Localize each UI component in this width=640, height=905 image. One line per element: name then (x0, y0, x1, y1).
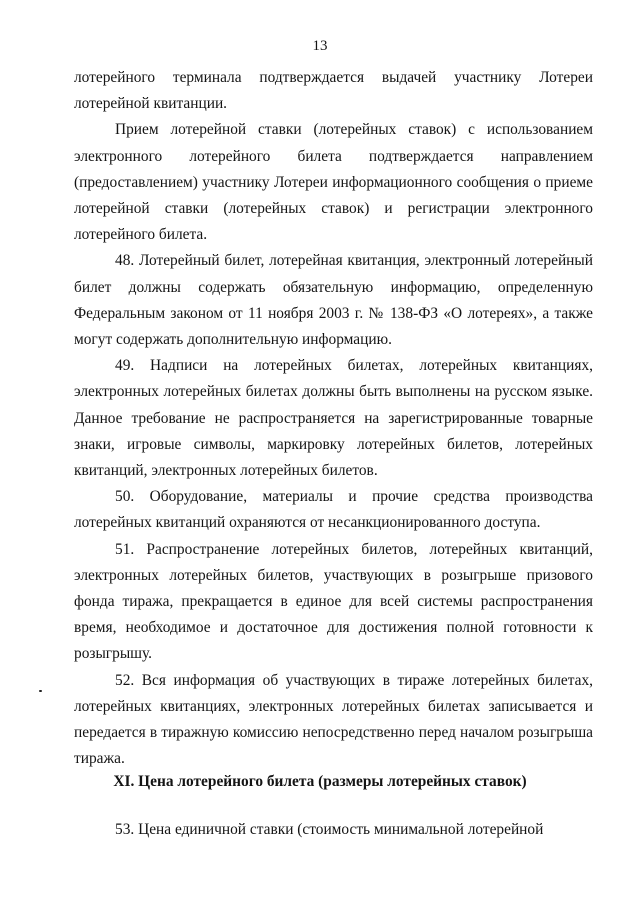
paragraph-50: 50. Оборудование, материалы и прочие средства производства лотерейных квитанций охраняются от несанкционированного доступа. (74, 488, 593, 532)
page-number: 13 (312, 38, 328, 54)
paragraph-52: 52. Вся информация об участвующих в тираже лотерейных билетах, лотерейных квитанциях, электронных лотерейных билетах записывается и передается в тиражную комиссию непосредственно перед началом розыгрыша тиража. (74, 671, 593, 768)
tail-text (74, 817, 593, 843)
paragraph-49: 49. Надписи на лотерейных билетах, лотерейных квитанциях, электронных лотерейных билетах должны быть выполнены на русском языке. Данное требование не распространяется на зарегистрированные товарные знаки, игровые символы, маркировку лотерейных билетов, лотерейных квитанций, электронных лотерейных билетов. (74, 357, 593, 480)
paragraph-continuation: лотерейного терминала подтверждается выдачей участнику Лотереи лотерейной квитанции. (74, 69, 593, 113)
body-text (74, 65, 593, 772)
paragraph-51: 51. Распространение лотерейных билетов, лотерейных квитанций, электронных лотерейных билетов, участвующих в розыгрыше призового фонда тиража, прекращается в единое для всей системы распространения время, необходимое и достаточное для достижения полной готовности к розыгрышу. (74, 540, 593, 663)
scan-speck (39, 690, 42, 692)
section-heading: XI. Цена лотерейного билета (размеры лотерейных ставок) (113, 773, 527, 790)
paragraph-48: 48. Лотерейный билет, лотерейная квитанция, электронный лотерейный билет должны содержать обязательную информацию, определенную Федеральным законом от 11 ноября 2003 г. № 138-ФЗ «О лотереях», а также могут содержать дополнительную информацию. (74, 252, 593, 349)
paragraph-ticket-acceptance: Прием лотерейной ставки (лотерейных ставок) с использованием электронного лотерейного билета подтверждается направлением (предоставлением) участнику Лотереи информационного сообщения о приеме лотерейной ставки (лотерейных ставок) и регистрации электронного лотерейного билета. (74, 121, 593, 244)
paragraph-53: 53. Цена единичной ставки (стоимость минимальной лотерейной (115, 821, 544, 838)
